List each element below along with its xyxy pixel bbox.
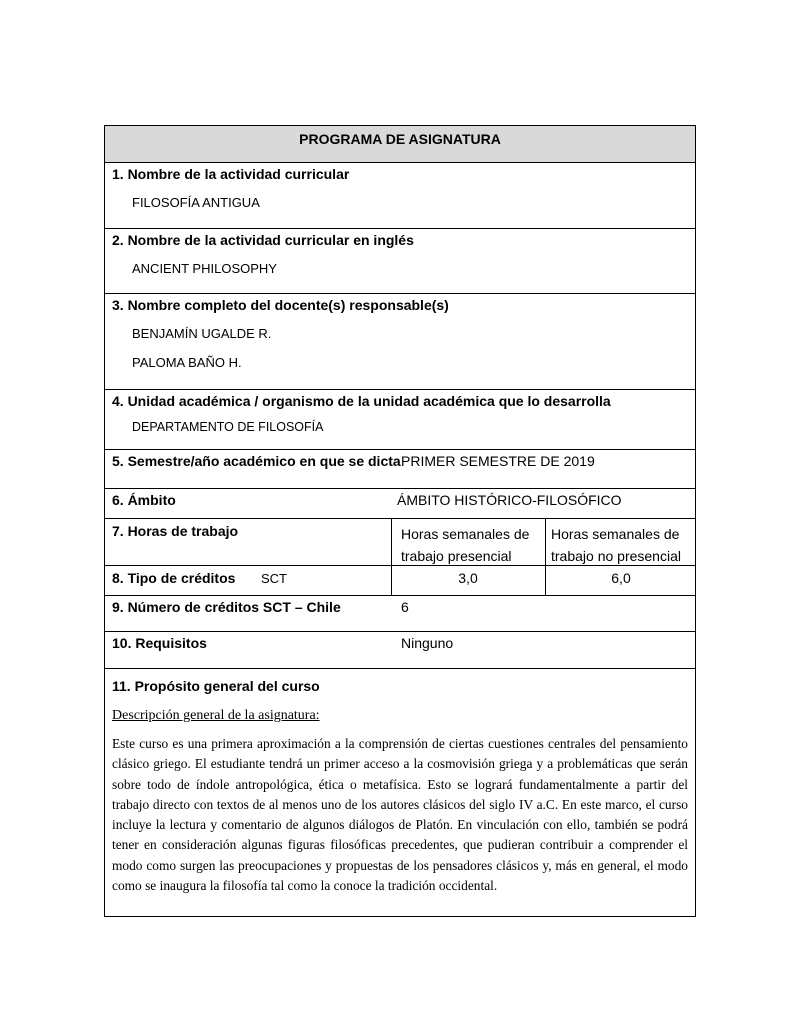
section-8-col2: 6,0	[611, 570, 631, 586]
section-2-value: ANCIENT PHILOSOPHY	[132, 261, 277, 276]
section-5-label: 5. Semestre/año académico en que se dicta	[112, 453, 401, 469]
divider	[391, 519, 392, 565]
section-7-label: 7. Horas de trabajo	[112, 523, 239, 539]
section-10-value: Ninguno	[401, 635, 454, 651]
section-3-label: 3. Nombre completo del docente(s) responsable(s)	[112, 297, 449, 313]
section-6-label: 6. Ámbito	[112, 492, 176, 508]
section-11-subheading: Descripción general de la asignatura:	[112, 708, 320, 723]
section-8-label: 8. Tipo de créditos	[112, 570, 236, 586]
divider	[545, 519, 546, 565]
section-4-value: DEPARTAMENTO DE FILOSOFÍA	[132, 420, 324, 434]
section-6	[104, 488, 696, 518]
section-10-label: 10. Requisitos	[112, 635, 207, 651]
program-title-text: PROGRAMA DE ASIGNATURA	[299, 131, 501, 147]
section-9-label: 9. Número de créditos SCT – Chile	[112, 599, 341, 615]
teacher-name-1: BENJAMÍN UGALDE R.	[132, 326, 272, 341]
program-title	[104, 125, 696, 162]
section-10	[104, 631, 696, 668]
section-7	[104, 518, 696, 565]
teacher-name-2: PALOMA BAÑO H.	[132, 355, 242, 370]
section-4	[104, 389, 696, 449]
credit-type: SCT	[261, 571, 287, 586]
section-11-paragraph: Este curso es una primera aproximación a la comprensión de ciertas cuestiones centrales del pensamiento clásico griego. El estudiante tendrá un primer acceso a la cosmovisión griega y a problemáticas que serán sobre todo de índole antropológica, ética o metafísica. Esto se logrará fundamentalmente a partir del trabajo directo con textos de al menos uno de los autores clásicos del siglo IV a.C. En este marco, el curso incluye la lectura y comentario de algunos diálogos de Platón. En vinculación con ello, también se podrá tener en consideración algunas figuras filosóficas precedentes, que pudieran contribuir a comprender el modo como surgen las preocupaciones y propuestas de los pensadores clásicos y, más en general, el modo como se inaugura la filosofía tal como la conoce la tradición occidental.	[112, 736, 688, 894]
section-1-label: 1. Nombre de la actividad curricular	[112, 166, 350, 182]
section-9-value: 6	[401, 599, 409, 615]
section-11-label: 11. Propósito general del curso	[112, 678, 320, 694]
section-11	[104, 668, 696, 917]
section-2	[104, 228, 696, 293]
section-8	[104, 565, 696, 595]
section-6-value: ÁMBITO HISTÓRICO-FILOSÓFICO	[397, 492, 622, 508]
section-2-label: 2. Nombre de la actividad curricular en inglés	[112, 232, 414, 248]
section-9	[104, 595, 696, 631]
section-1	[104, 162, 696, 228]
section-5	[104, 449, 696, 488]
section-8-col1: 3,0	[458, 570, 478, 586]
section-5-value: PRIMER SEMESTRE DE 2019	[401, 453, 595, 469]
section-3	[104, 293, 696, 389]
program-table	[104, 125, 696, 917]
section-7-col1: Horas semanales de trabajo presencial	[401, 526, 530, 564]
section-7-col2: Horas semanales de trabajo no presencial	[551, 526, 681, 564]
section-4-label: 4. Unidad académica / organismo de la unidad académica que lo desarrolla	[112, 393, 611, 409]
section-1-value: FILOSOFÍA ANTIGUA	[132, 195, 260, 210]
